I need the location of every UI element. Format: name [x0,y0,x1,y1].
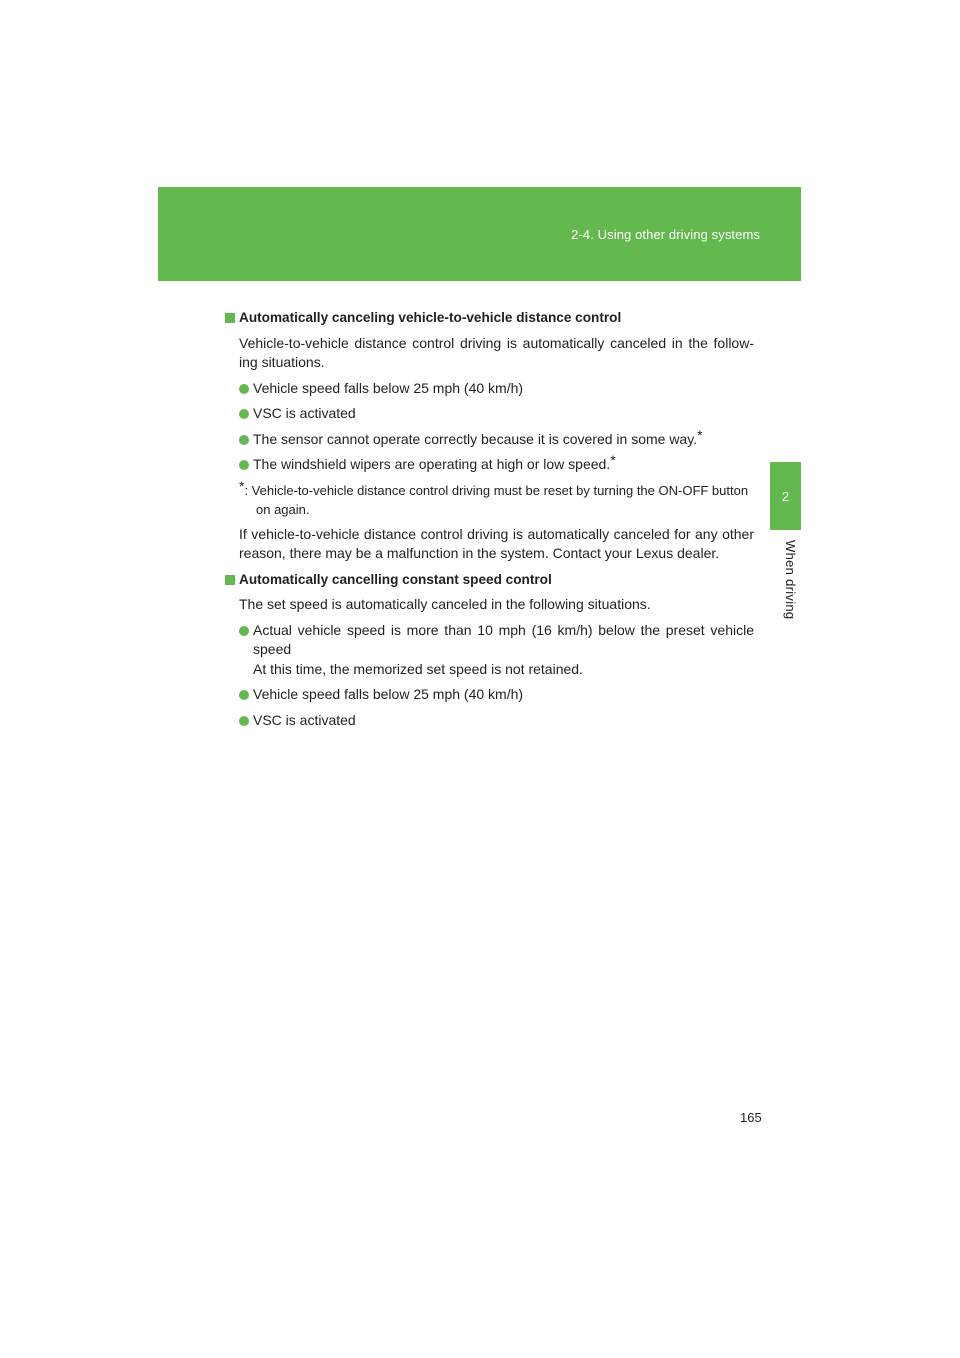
circle-bullet-icon [239,409,249,419]
section-intro: Vehicle-to-vehicle distance control driving is automatically canceled in the follow-ing situations. [239,334,754,370]
footnote-marker: * [610,452,616,468]
circle-bullet-icon [239,435,249,445]
section-heading: Automatically cancelling constant speed control [224,570,754,590]
list-item: Vehicle speed falls below 25 mph (40 km/h) [239,685,754,705]
chapter-number: 2 [781,488,790,504]
page-number: 165 [740,1110,762,1125]
list-item: VSC is activated [239,404,754,424]
circle-bullet-icon [239,626,249,636]
circle-bullet-icon [239,690,249,700]
list-item: VSC is activated [239,711,754,731]
list-item: Vehicle speed falls below 25 mph (40 km/h) [239,379,754,399]
header-band [158,187,801,281]
square-bullet-icon [225,313,235,323]
section-title: 2-4. Using other driving systems [571,227,760,242]
footnote-marker: * [697,426,703,443]
section-intro: The set speed is automatically canceled in the following situations. [239,596,651,612]
main-content [224,308,754,736]
list-item: The sensor cannot operate correctly because it is covered in some way.* [239,430,754,450]
circle-bullet-icon [239,384,249,394]
section-heading: Automatically canceling vehicle-to-vehicle distance control [224,308,754,328]
circle-bullet-icon [239,460,249,470]
circle-bullet-icon [239,716,249,726]
square-bullet-icon [225,575,235,585]
chapter-tab [770,462,801,530]
section-paragraph: If vehicle-to-vehicle distance control driving is automatically canceled for any other reason, there may be a malfunction in the system. Contact your Lexus dealer. [239,525,754,561]
chapter-label: When driving [783,540,798,620]
list-item: The windshield wipers are operating at high or low speed.* [239,455,754,475]
footnote-marker: * [239,477,245,494]
list-item: Actual vehicle speed is more than 10 mph (16 km/h) below the preset vehicle speed At this time, the memorized set speed is not retained. [239,621,754,680]
footnote: *: Vehicle-to-vehicle distance control driving must be reset by turning the ON-OFF button on again. [239,477,749,517]
